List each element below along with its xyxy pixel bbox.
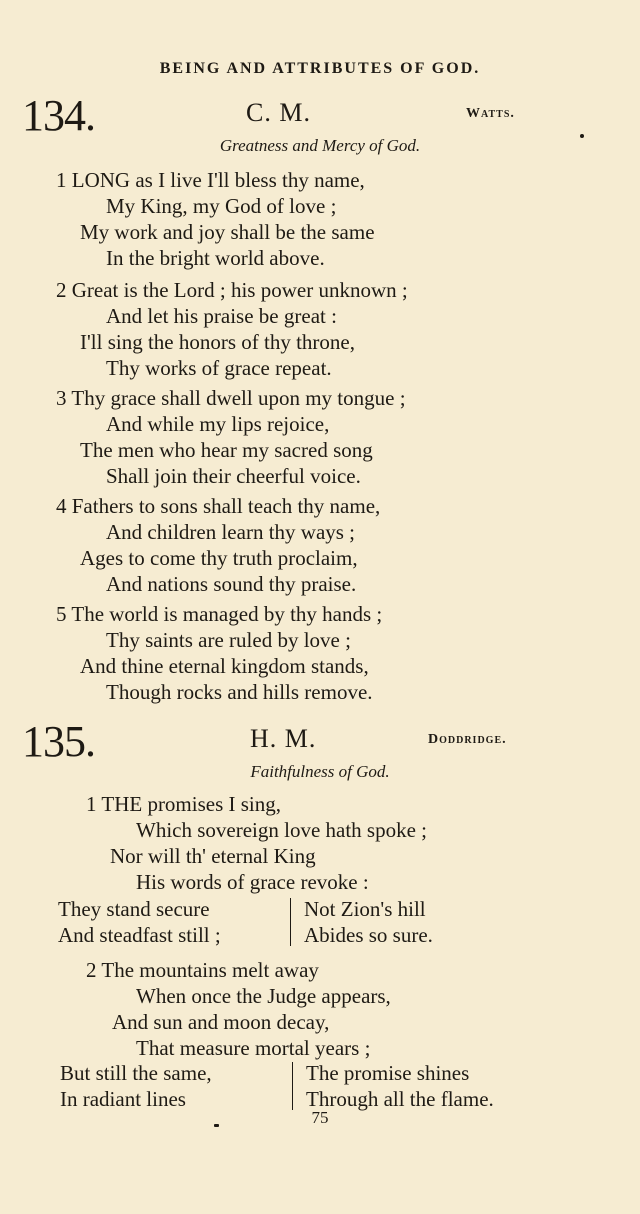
verse-line: Thy saints are ruled by love ; bbox=[106, 628, 351, 652]
hymn-author: Doddridge. bbox=[428, 732, 507, 747]
page-number: 75 bbox=[311, 1108, 329, 1127]
refrain-left-line: In radiant lines bbox=[60, 1087, 186, 1111]
verse-line: 2 Great is the Lord ; his power unknown ; bbox=[56, 278, 408, 302]
refrain-right-line: Not Zion's hill bbox=[304, 897, 426, 921]
verse-line: My work and joy shall be the same bbox=[80, 220, 375, 244]
refrain-divider bbox=[290, 898, 291, 946]
hymn-title: Greatness and Mercy of God. bbox=[219, 136, 421, 155]
verse-line: The men who hear my sacred song bbox=[80, 438, 373, 462]
verse-line: My King, my God of love ; bbox=[106, 194, 337, 218]
verse-line: Though rocks and hills remove. bbox=[106, 680, 373, 704]
verse-line: And nations sound thy praise. bbox=[106, 572, 357, 596]
verse-line: Shall join their cheerful voice. bbox=[106, 464, 361, 488]
hymn-meter: H. M. bbox=[250, 724, 317, 753]
verse-line: Thy works of grace repeat. bbox=[106, 356, 332, 380]
refrain-left-line: But still the same, bbox=[60, 1061, 212, 1085]
verse-line: In the bright world above. bbox=[106, 246, 325, 270]
verse-line: And children learn thy ways ; bbox=[106, 520, 356, 544]
running-header: BEING AND ATTRIBUTES OF GOD. bbox=[159, 60, 481, 77]
verse-line: 1 LONG as I live I'll bless thy name, bbox=[56, 168, 365, 192]
hymn-author: Watts. bbox=[466, 106, 515, 121]
refrain-right-line: Abides so sure. bbox=[304, 923, 433, 947]
verse-line: Ages to come thy truth proclaim, bbox=[80, 546, 358, 570]
refrain-divider bbox=[292, 1062, 293, 1110]
verse-line: That measure mortal years ; bbox=[136, 1036, 371, 1060]
verse-line: His words of grace revoke : bbox=[136, 870, 369, 894]
hymn-number: 134. bbox=[22, 91, 95, 140]
verse-line: And while my lips rejoice, bbox=[106, 412, 330, 436]
verse-line: 2 The mountains melt away bbox=[86, 958, 319, 982]
hymn-number: 135. bbox=[22, 717, 95, 766]
refrain-right-line: Through all the flame. bbox=[306, 1087, 494, 1111]
hymn-meter: C. M. bbox=[246, 98, 311, 127]
verse-line: 3 Thy grace shall dwell upon my tongue ; bbox=[56, 386, 406, 410]
verse-line: When once the Judge appears, bbox=[136, 984, 391, 1008]
verse-line: And sun and moon decay, bbox=[112, 1010, 330, 1034]
hymn-title: Faithfulness of God. bbox=[250, 762, 390, 781]
verse-line: 5 The world is managed by thy hands ; bbox=[56, 602, 383, 626]
print-speck bbox=[580, 134, 584, 138]
refrain-left-line: And steadfast still ; bbox=[58, 923, 221, 947]
verse-line: Nor will th' eternal King bbox=[110, 844, 316, 868]
refrain-left-line: They stand secure bbox=[58, 897, 210, 921]
verse-line: Which sovereign love hath spoke ; bbox=[136, 818, 428, 842]
split-refrain bbox=[60, 1060, 560, 1112]
verse-line: 1 THE promises I sing, bbox=[86, 792, 282, 816]
split-refrain bbox=[58, 896, 478, 948]
refrain-right-line: The promise shines bbox=[306, 1061, 470, 1085]
verse-line: 4 Fathers to sons shall teach thy name, bbox=[56, 494, 381, 518]
verse-line: And thine eternal kingdom stands, bbox=[80, 654, 369, 678]
verse-line: I'll sing the honors of thy throne, bbox=[80, 330, 355, 354]
verse-line: And let his praise be great : bbox=[106, 304, 337, 328]
